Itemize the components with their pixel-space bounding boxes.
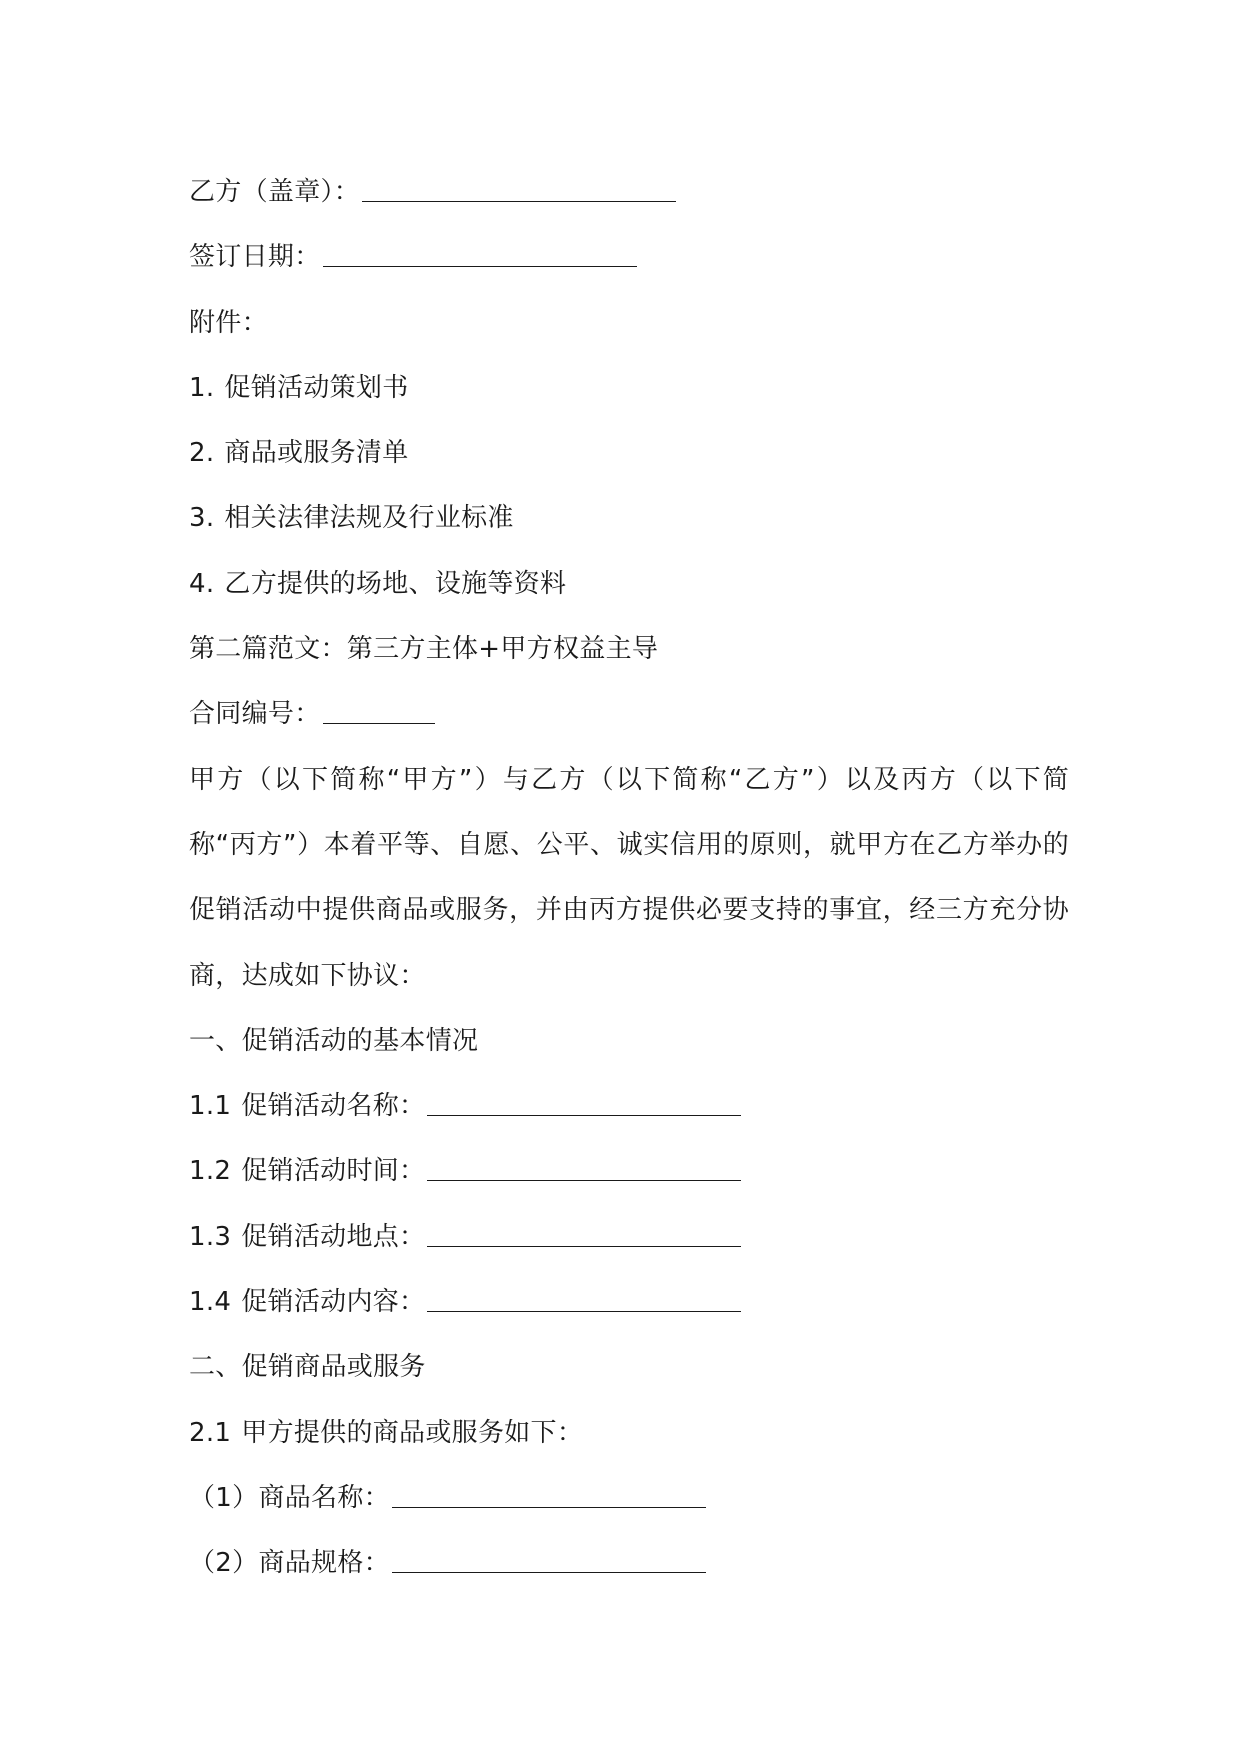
goods-item [189,1466,1069,1531]
attachment-number: 4. [189,568,215,599]
attachment-number: 1. [189,372,215,403]
goods-number: （2） [189,1548,259,1579]
clause-number: 1.2 [189,1156,232,1187]
clause-number: 1.4 [189,1287,232,1318]
goods-item [189,1531,1069,1596]
goods-label: 商品规格： [258,1548,390,1579]
clause-number: 2.1 [189,1417,232,1448]
sign-date-line [189,225,1069,290]
clause-label: 促销活动时间： [241,1156,426,1187]
attachments-heading: 附件： [189,307,268,338]
attachment-item [189,421,1069,486]
section-1-heading: 一、促销活动的基本情况 [189,1025,479,1056]
attachment-text: 乙方提供的场地、设施等资料 [224,568,567,599]
sign-date-label: 签订日期： [189,242,321,273]
clause-label: 促销活动名称： [241,1091,426,1122]
party-b-seal-line [189,160,1069,225]
attachment-text: 促销活动策划书 [224,372,409,403]
party-b-seal-blank [362,175,676,202]
clause-blank [427,1220,741,1247]
sign-date-blank [323,240,637,267]
clause-label: 促销活动地点： [241,1221,426,1252]
goods-blank [392,1546,706,1573]
clause-blank [427,1285,741,1312]
goods-label: 商品名称： [258,1482,390,1513]
clause-label: 甲方提供的商品或服务如下： [241,1417,584,1448]
section-1-item [189,1139,1069,1204]
attachment-text: 商品或服务清单 [224,438,409,469]
contract-number-label: 合同编号： [189,699,321,730]
clause-blank [427,1089,741,1116]
attachment-item [189,552,1069,617]
attachment-item [189,486,1069,551]
attachment-text: 相关法律法规及行业标准 [224,503,514,534]
goods-blank [392,1481,706,1508]
section-1-item [189,1205,1069,1270]
section-1-item [189,1074,1069,1139]
section-2-heading: 二、促销商品或服务 [189,1352,426,1383]
goods-number: （1） [189,1482,259,1513]
clause-number: 1.3 [189,1221,232,1252]
attachment-number: 2. [189,438,215,469]
clause-number: 1.1 [189,1091,232,1122]
document-page [189,160,1069,1597]
contract-number-line [189,682,1069,747]
clause-blank [427,1154,741,1181]
intro-paragraph: 甲方（以下简称“甲方”）与乙方（以下简称“乙方”）以及丙方（以下简称“丙方”）本着平等、自愿、公平、诚实信用的原则，就甲方在乙方举办的促销活动中提供商品或服务，并由丙方提供必要支持的事宜，经三方充分协商，达成如下协议： [189,764,1069,991]
party-b-seal-label: 乙方（盖章）： [189,177,361,207]
second-template-title: 第二篇范文：第三方主体+甲方权益主导 [189,634,659,665]
clause-label: 促销活动内容： [241,1287,426,1318]
section-2-clause [189,1401,1069,1466]
contract-number-blank [323,697,435,724]
section-1-item [189,1270,1069,1335]
attachment-number: 3. [189,503,215,534]
attachment-item [189,356,1069,421]
